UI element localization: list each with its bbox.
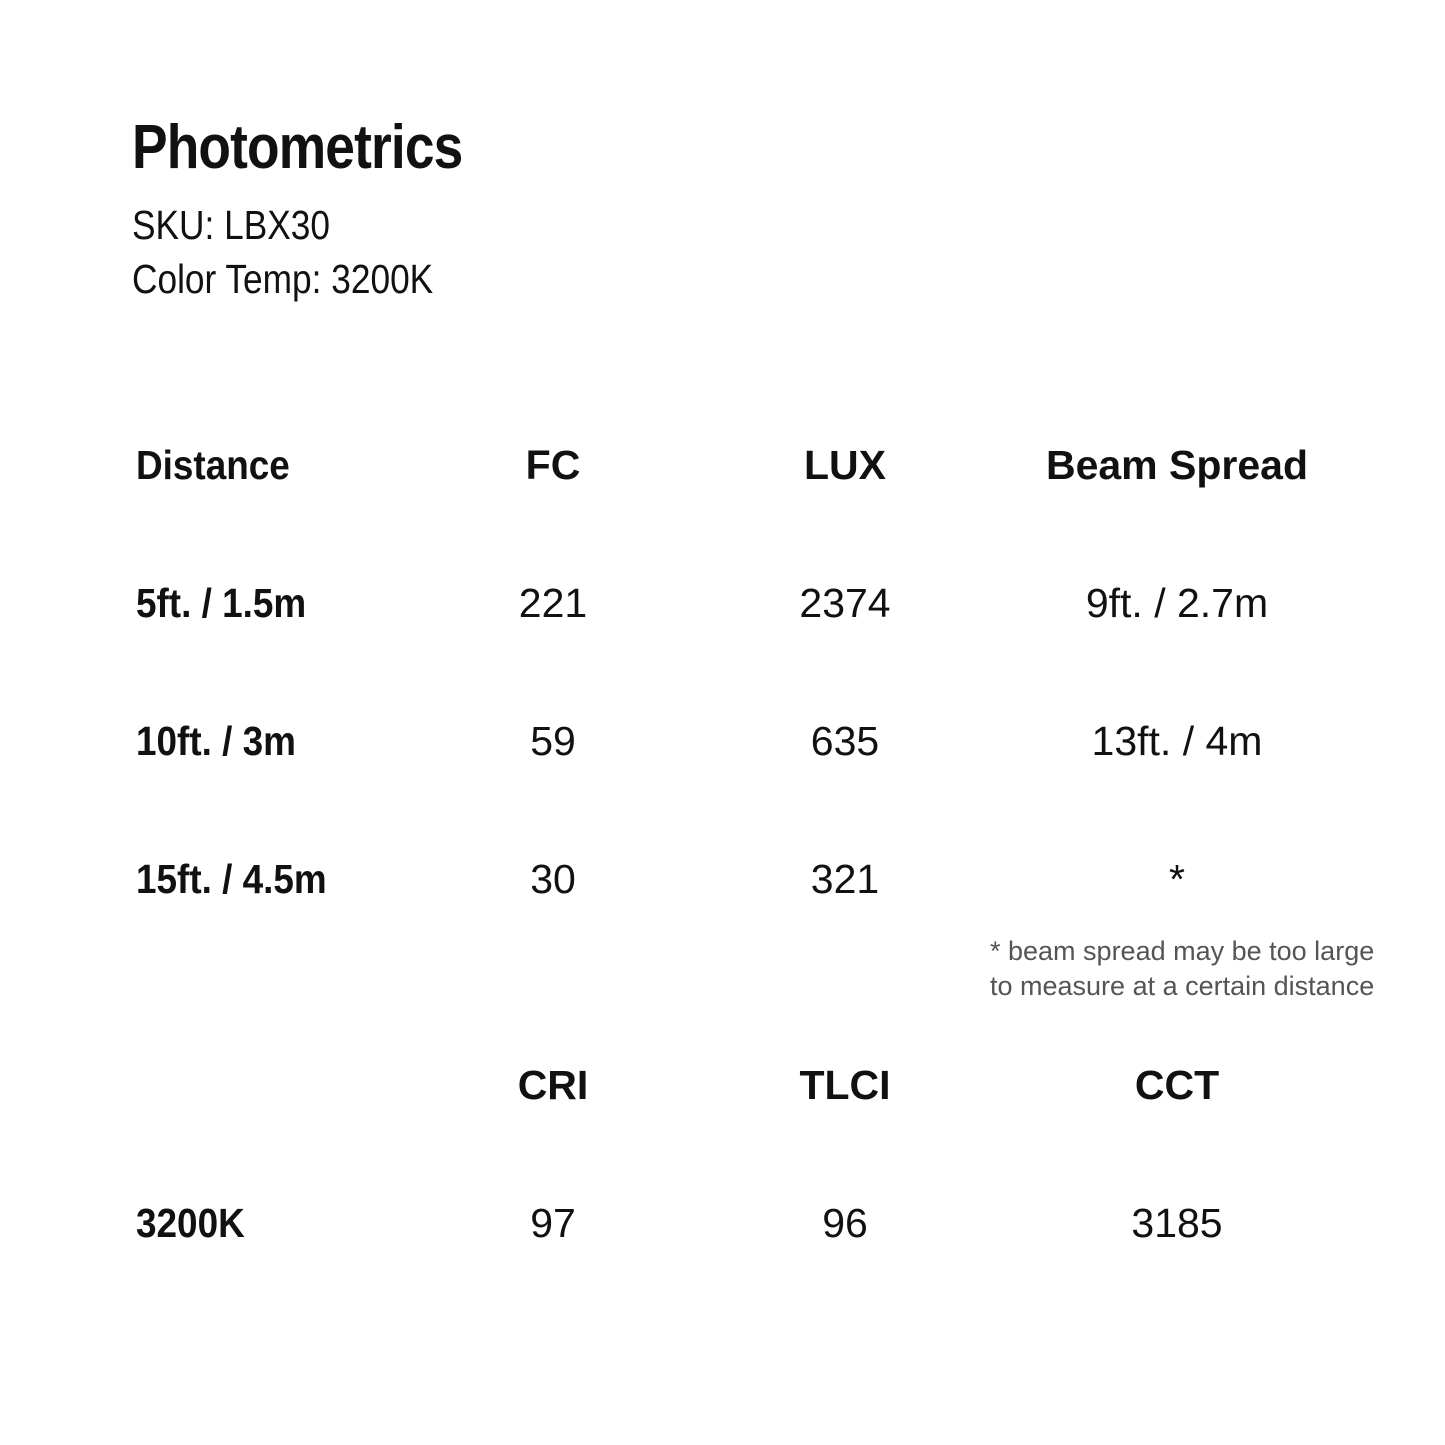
row-fc: 221: [518, 580, 588, 626]
sku-label: SKU: LBX30: [132, 202, 330, 248]
row-distance: 15ft. / 4.5m: [136, 856, 327, 902]
row-distance: 5ft. / 1.5m: [136, 580, 307, 626]
row-lux: 2374: [799, 580, 891, 626]
row-beam: 13ft. / 4m: [1091, 718, 1263, 764]
header-cct: CCT: [1134, 1062, 1220, 1108]
row-lux: 635: [810, 718, 880, 764]
row-cri: 97: [530, 1200, 576, 1246]
footnote: to measure at a certain distance: [990, 971, 1375, 1001]
row-beam: 9ft. / 2.7m: [1085, 580, 1269, 626]
color-temp-label: Color Temp: 3200K: [132, 256, 434, 302]
header-distance: Distance: [136, 442, 290, 488]
header-tlci: TLCI: [799, 1062, 891, 1108]
row-fc: 59: [530, 718, 576, 764]
header-fc: FC: [525, 442, 581, 488]
header-lux: LUX: [804, 442, 886, 488]
row-tlci: 96: [822, 1200, 868, 1246]
row-beam: *: [1169, 856, 1185, 902]
row-cct: 3185: [1131, 1200, 1223, 1246]
row-distance: 10ft. / 3m: [136, 718, 296, 764]
footnote: * beam spread may be too large: [990, 936, 1375, 966]
row-fc: 30: [530, 856, 576, 902]
row-lux: 321: [810, 856, 880, 902]
header-cri: CRI: [517, 1062, 589, 1108]
page-title: Photometrics: [132, 113, 463, 182]
row-color-label: 3200K: [136, 1200, 245, 1246]
header-beam-spread: Beam Spread: [1045, 442, 1309, 488]
